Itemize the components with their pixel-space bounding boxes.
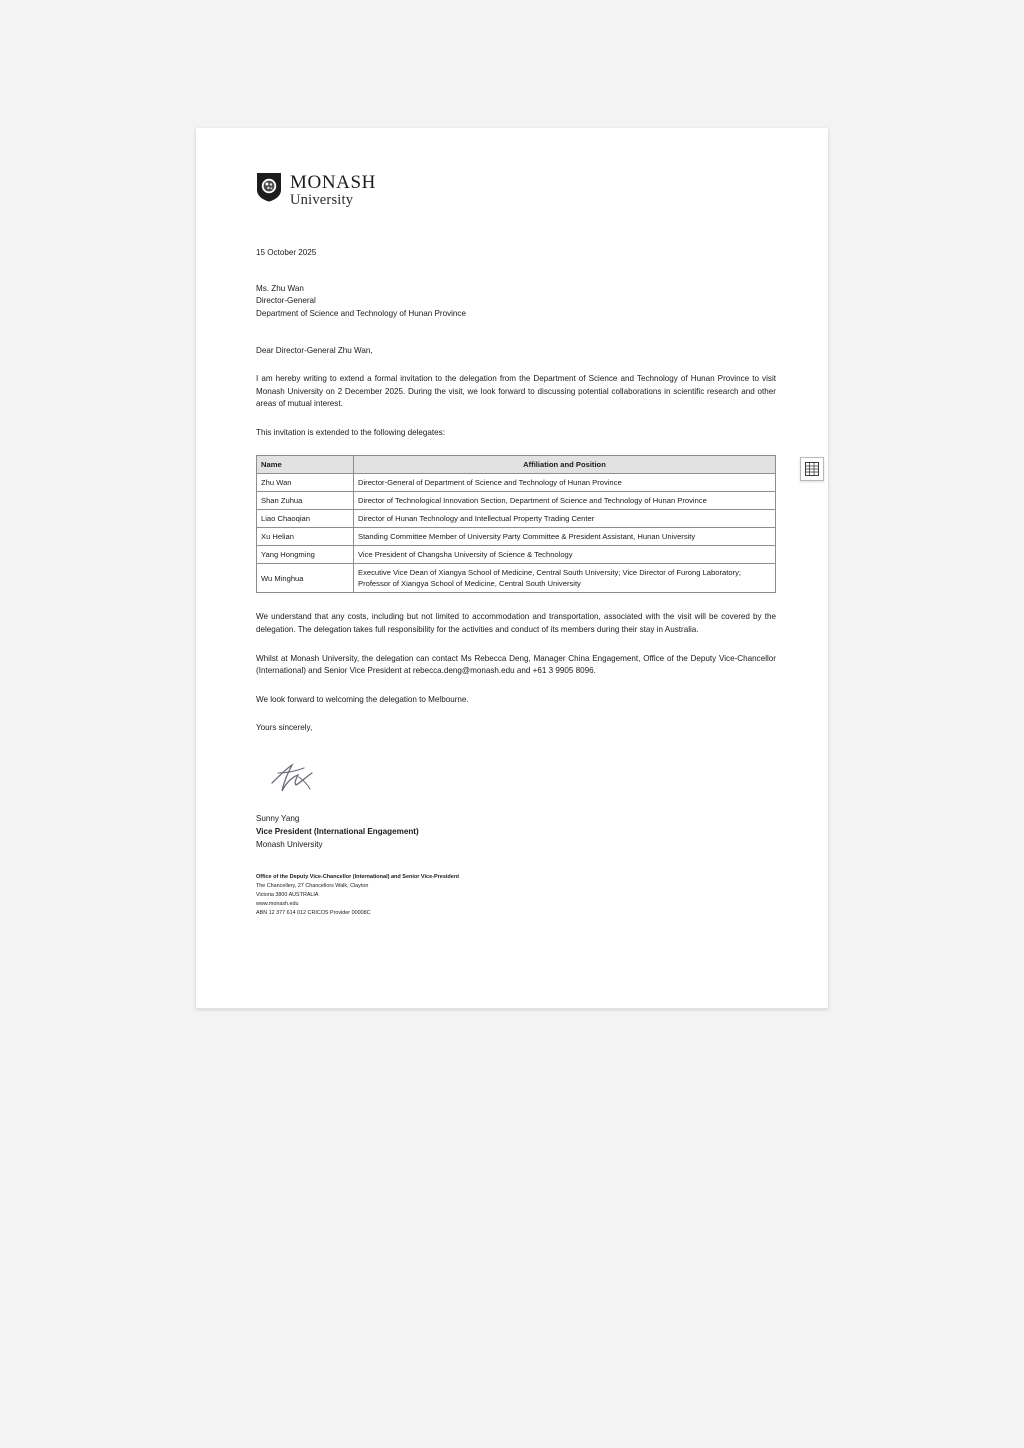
cell-name: Zhu Wan	[257, 474, 354, 492]
cell-name: Wu Minghua	[257, 564, 354, 593]
table-row	[257, 564, 776, 593]
delegates-table-body	[257, 474, 776, 593]
letter-date: 15 October 2025	[256, 247, 317, 257]
signatory-name: Sunny Yang	[256, 813, 300, 823]
handwritten-signature-icon	[266, 790, 336, 807]
paragraph-contact: Whilst at Monash University, the delegation can contact Ms Rebecca Deng, Manager China Engagement, Office of the Deputy Vice-Chancellor (International) and Senior Vice President at rebecca.deng@monash.edu and +61 3 9905 8096.	[256, 653, 776, 676]
recipient-block	[256, 283, 776, 322]
cell-affiliation: Executive Vice Dean of Xiangya School of Medicine, Central South University; Vice Director of Furong Laboratory; Professor of Xiangya School of Medicine, Central South University	[354, 564, 776, 593]
closing: Yours sincerely,	[256, 723, 313, 733]
table-row	[257, 474, 776, 492]
recipient-name: Ms. Zhu Wan	[256, 283, 304, 293]
letter-footer	[256, 873, 776, 917]
table-row	[257, 528, 776, 546]
paragraph-invitation: I am hereby writing to extend a formal invitation to the delegation from the Department of Science and Technology of Hunan Province to visit Monash University on 2 December 2025. During the visit, we look forward to discussing potential collaborations in scientific research and other areas of mutual interest.	[256, 374, 776, 409]
table-row	[257, 510, 776, 528]
monash-shield-icon	[256, 172, 282, 202]
monash-logo	[256, 172, 776, 208]
page-bottom-divider	[196, 1008, 828, 1011]
signature-area	[256, 757, 776, 813]
recipient-title: Director-General	[256, 296, 316, 306]
footer-abn: ABN 12 377 614 012 CRICOS Provider 00008C	[256, 909, 371, 916]
signatory-organisation: Monash University	[256, 839, 323, 849]
signatory-block	[256, 813, 776, 852]
delegates-table	[256, 455, 776, 593]
table-header-row	[257, 456, 776, 474]
cell-affiliation: Director-General of Department of Science and Technology of Hunan Province	[354, 474, 776, 492]
document-content	[256, 158, 776, 917]
cell-affiliation: Standing Committee Member of University Party Committee & President Assistant, Hunan University	[354, 528, 776, 546]
recipient-organisation: Department of Science and Technology of Hunan Province	[256, 309, 466, 319]
cell-name: Shan Zuhua	[257, 492, 354, 510]
cell-name: Yang Hongming	[257, 546, 354, 564]
paragraph-welcome: We look forward to welcoming the delegation to Melbourne.	[256, 694, 469, 704]
paragraph-delegates-lead-in: This invitation is extended to the following delegates:	[256, 427, 445, 437]
footer-office: Office of the Deputy Vice-Chancellor (International) and Senior Vice-President	[256, 874, 460, 881]
cell-affiliation: Director of Hunan Technology and Intellectual Property Trading Center	[354, 510, 776, 528]
cell-affiliation: Vice President of Changsha University of Science & Technology	[354, 546, 776, 564]
footer-website[interactable]: www.monash.edu	[256, 900, 299, 907]
monash-wordmark	[290, 172, 376, 208]
document-page	[196, 128, 828, 1008]
delegates-table-head	[257, 456, 776, 474]
footer-address: The Chancellery, 27 Chancellors Walk, Clayton	[256, 883, 369, 890]
signatory-title: Vice President (International Engagement)	[256, 826, 419, 836]
cell-affiliation: Director of Technological Innovation Section, Department of Science and Technology of Hunan Province	[354, 492, 776, 510]
cell-name: Liao Chaoqian	[257, 510, 354, 528]
column-header-name: Name	[257, 456, 354, 474]
table-row	[257, 492, 776, 510]
cell-name: Xu Helian	[257, 528, 354, 546]
table-row	[257, 546, 776, 564]
salutation: Dear Director-General Zhu Wan,	[256, 346, 373, 356]
column-header-affiliation: Affiliation and Position	[354, 456, 776, 474]
logo-line-university: University	[290, 192, 354, 208]
footer-region: Victoria 3800 AUSTRALIA	[256, 892, 319, 899]
logo-line-monash: MONASH	[290, 172, 376, 193]
paragraph-costs: We understand that any costs, including but not limited to accommodation and transportation, associated with the visit will be covered by the delegation. The delegation takes full responsibility for the activities and conduct of its members during their stay in Australia.	[256, 612, 776, 634]
delegates-table-container	[256, 455, 776, 593]
spreadsheet-icon[interactable]	[800, 457, 824, 481]
